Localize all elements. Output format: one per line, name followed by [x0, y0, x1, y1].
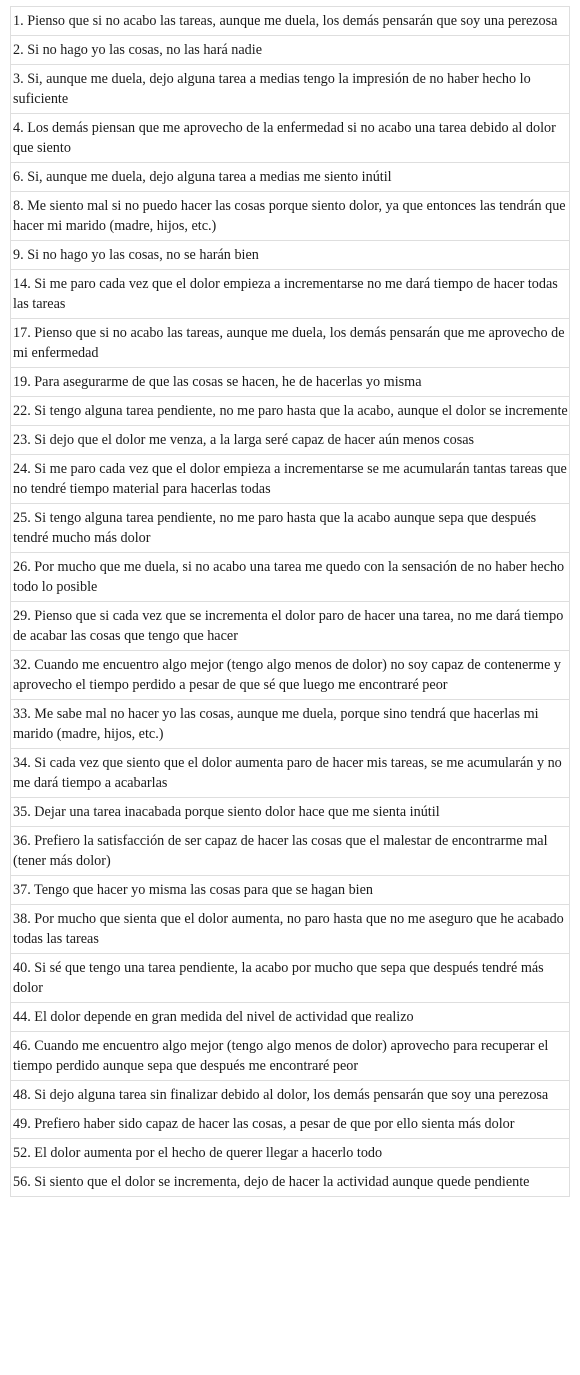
table-row	[11, 1003, 570, 1032]
item-text: 37. Tengo que hacer yo misma las cosas para que se hagan bien	[11, 876, 570, 905]
table-row	[11, 163, 570, 192]
table-row	[11, 455, 570, 504]
item-text: 6. Si, aunque me duela, dejo alguna tarea a medias me siento inútil	[11, 163, 570, 192]
item-text: 4. Los demás piensan que me aprovecho de la enfermedad si no acabo una tarea debido al dolor que siento	[11, 114, 570, 163]
item-text: 8. Me siento mal si no puedo hacer las cosas porque siento dolor, ya que entonces las tendrán que hacer mi marido (madre, hijos, etc.)	[11, 192, 570, 241]
table-row	[11, 1032, 570, 1081]
item-text: 1. Pienso que si no acabo las tareas, aunque me duela, los demás pensarán que soy una perezosa	[11, 7, 570, 36]
item-text: 46. Cuando me encuentro algo mejor (tengo algo menos de dolor) aprovecho para recuperar el tiempo perdido aunque sepa que después me encontraré peor	[11, 1032, 570, 1081]
item-text: 2. Si no hago yo las cosas, no las hará nadie	[11, 36, 570, 65]
table-row	[11, 700, 570, 749]
item-text: 23. Si dejo que el dolor me venza, a la larga seré capaz de hacer aún menos cosas	[11, 426, 570, 455]
questionnaire-items-table	[10, 6, 570, 1197]
table-row	[11, 270, 570, 319]
table-row	[11, 65, 570, 114]
item-text: 29. Pienso que si cada vez que se incrementa el dolor paro de hacer una tarea, no me dará tiempo de acabar las cosas que tengo que hacer	[11, 602, 570, 651]
item-text: 3. Si, aunque me duela, dejo alguna tarea a medias tengo la impresión de no haber hecho lo suficiente	[11, 65, 570, 114]
table-row	[11, 7, 570, 36]
item-text: 9. Si no hago yo las cosas, no se harán bien	[11, 241, 570, 270]
item-text: 35. Dejar una tarea inacabada porque siento dolor hace que me sienta inútil	[11, 798, 570, 827]
table-row	[11, 426, 570, 455]
table-row	[11, 319, 570, 368]
table-row	[11, 36, 570, 65]
table-row	[11, 651, 570, 700]
table-row	[11, 1110, 570, 1139]
item-text: 48. Si dejo alguna tarea sin finalizar debido al dolor, los demás pensarán que soy una perezosa	[11, 1081, 570, 1110]
table-row	[11, 192, 570, 241]
table-row	[11, 504, 570, 553]
item-text: 38. Por mucho que sienta que el dolor aumenta, no paro hasta que no me aseguro que he acabado todas las tareas	[11, 905, 570, 954]
table-row	[11, 1168, 570, 1197]
item-text: 32. Cuando me encuentro algo mejor (tengo algo menos de dolor) no soy capaz de contenerme y aprovecho el tiempo perdido a pesar de que sé que luego me encontraré peor	[11, 651, 570, 700]
table-row	[11, 114, 570, 163]
table-row	[11, 749, 570, 798]
item-text: 36. Prefiero la satisfacción de ser capaz de hacer las cosas que el malestar de encontrarme mal (tener más dolor)	[11, 827, 570, 876]
item-text: 40. Si sé que tengo una tarea pendiente, la acabo por mucho que sepa que después tendré más dolor	[11, 954, 570, 1003]
table-row	[11, 876, 570, 905]
table-row	[11, 798, 570, 827]
table-row	[11, 905, 570, 954]
table-row	[11, 602, 570, 651]
item-text: 14. Si me paro cada vez que el dolor empieza a incrementarse no me dará tiempo de hacer todas las tareas	[11, 270, 570, 319]
item-text: 26. Por mucho que me duela, si no acabo una tarea me quedo con la sensación de no haber hecho todo lo posible	[11, 553, 570, 602]
table-row	[11, 1081, 570, 1110]
item-text: 34. Si cada vez que siento que el dolor aumenta paro de hacer mis tareas, se me acumularán y no me dará tiempo a acabarlas	[11, 749, 570, 798]
item-text: 33. Me sabe mal no hacer yo las cosas, aunque me duela, porque sino tendrá que hacerlas mi marido (madre, hijos, etc.)	[11, 700, 570, 749]
table-row	[11, 827, 570, 876]
item-text: 56. Si siento que el dolor se incrementa, dejo de hacer la actividad aunque quede pendiente	[11, 1168, 570, 1197]
item-text: 44. El dolor depende en gran medida del nivel de actividad que realizo	[11, 1003, 570, 1032]
table-row	[11, 553, 570, 602]
item-text: 49. Prefiero haber sido capaz de hacer las cosas, a pesar de que por ello sienta más dolor	[11, 1110, 570, 1139]
table-row	[11, 954, 570, 1003]
table-row	[11, 368, 570, 397]
item-text: 52. El dolor aumenta por el hecho de querer llegar a hacerlo todo	[11, 1139, 570, 1168]
item-rows	[11, 7, 570, 1197]
table-row	[11, 397, 570, 426]
item-text: 19. Para asegurarme de que las cosas se hacen, he de hacerlas yo misma	[11, 368, 570, 397]
item-text: 24. Si me paro cada vez que el dolor empieza a incrementarse se me acumularán tantas tareas que no tendré tiempo material para hacerlas todas	[11, 455, 570, 504]
item-text: 25. Si tengo alguna tarea pendiente, no me paro hasta que la acabo aunque sepa que después tendré mucho más dolor	[11, 504, 570, 553]
item-text: 22. Si tengo alguna tarea pendiente, no me paro hasta que la acabo, aunque el dolor se incremente	[11, 397, 570, 426]
table-row	[11, 241, 570, 270]
table-row	[11, 1139, 570, 1168]
item-text: 17. Pienso que si no acabo las tareas, aunque me duela, los demás pensarán que me aprovecho de mi enfermedad	[11, 319, 570, 368]
